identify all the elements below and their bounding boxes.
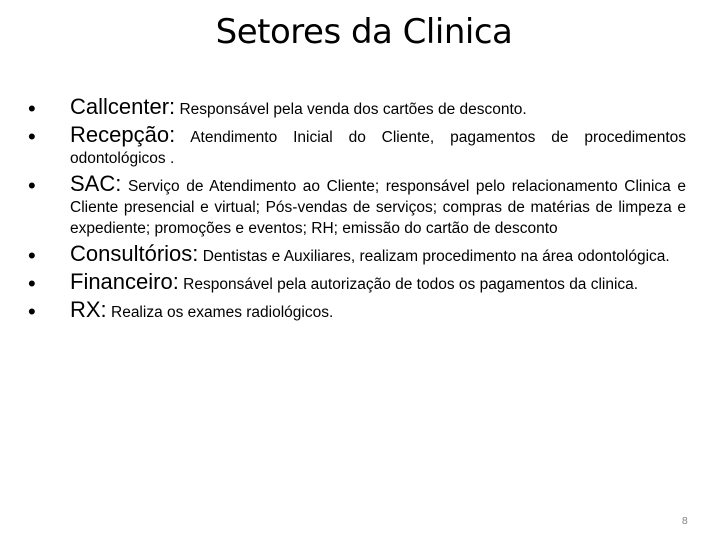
bullet-icon: • [28,173,36,198]
bullet-list [28,96,686,327]
bullet-text: Atendimento Inicial do Cliente, pagamentos de procedimentos odontológicos . [70,129,687,167]
slide-title: Setores da Clinica [215,12,513,52]
bullet-icon: • [28,96,36,121]
bullet-icon: • [28,124,36,149]
page-number: 8 [681,516,688,527]
bullet-text: Serviço de Atendimento ao Cliente; responsável pelo relacionamento Clinica e Cliente presencial e virtual; Pós-vendas de serviços; compras de matérias de limpeza e expediente; promoções e eventos; RH; emissão do cartão de desconto [70,178,686,237]
bullet-term: Recepção: [70,122,176,147]
bullet-term: Consultórios: [70,241,199,266]
bullet-item-consultorios [28,243,686,267]
bullet-icon: • [28,271,36,296]
bullet-item-callcenter [28,96,686,120]
bullet-text: Realiza os exames radiológicos. [111,304,334,321]
bullet-text: Responsável pela venda dos cartões de desconto. [179,101,527,118]
bullet-item-financeiro [28,271,686,295]
bullet-term: Financeiro: [70,269,179,294]
bullet-text: Dentistas e Auxiliares, realizam procedimento na área odontológica. [202,248,670,265]
bullet-term: Callcenter: [70,94,176,119]
bullet-item-rx [28,299,686,323]
bullet-term: SAC: [70,171,122,196]
bullet-icon: • [28,243,36,268]
bullet-item-sac [28,173,686,239]
bullet-term: RX: [70,297,107,322]
bullet-item-recepcao [28,124,686,169]
bullet-icon: • [28,299,36,324]
bullet-text: Responsável pela autorização de todos os pagamentos da clinica. [183,276,639,293]
